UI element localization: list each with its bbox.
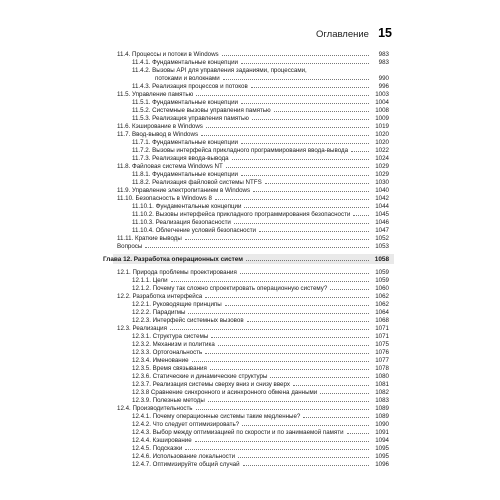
dot-leader (353, 214, 369, 216)
dot-leader (320, 392, 369, 394)
dot-leader (303, 416, 369, 418)
toc-entry-title: 12.3.8 Сравнение синхронного и асинхронного обмена данными (132, 389, 318, 396)
toc-entry-title: 12.3.3. Ортогональность (132, 349, 203, 356)
toc-entry-title: 11.10.1. Фундаментальные концепции (132, 203, 242, 210)
running-header (316, 26, 392, 40)
toc-entry[interactable] (103, 452, 389, 460)
toc-entry-title: 12.3.5. Время связывания (132, 365, 207, 372)
toc-entry[interactable] (103, 316, 389, 324)
toc-entry-title: 12.3.6. Статические и динамические структуры (132, 373, 268, 380)
dot-leader (310, 71, 369, 72)
toc-entry-page: 1060 (375, 285, 389, 292)
toc-entry-page: 983 (378, 59, 389, 66)
toc-entry[interactable] (103, 396, 389, 404)
toc-entry-page: 1091 (375, 429, 389, 436)
dot-leader (234, 222, 369, 224)
dot-leader (188, 312, 369, 314)
toc-entry-page: 1095 (375, 445, 389, 452)
dot-leader (242, 424, 369, 426)
toc-entry-page: 1059 (375, 277, 389, 284)
toc-entry-page: 1095 (375, 453, 389, 460)
toc-entry-title: Вопросы (117, 243, 143, 250)
toc-entry-title: 11.5. Управление памятью (117, 91, 194, 98)
toc-entry-title: 12.3.9. Полезные методы (132, 397, 205, 404)
toc-entry-title: 11.8.1. Фундаментальные концепции (132, 171, 238, 178)
dot-leader (170, 328, 369, 330)
dot-leader (196, 94, 369, 96)
dot-leader (241, 102, 369, 104)
toc-entry[interactable] (103, 284, 389, 292)
toc-entry-page: 1058 (374, 256, 389, 263)
toc-entry-page: 1009 (375, 115, 389, 122)
toc-entry-title: 11.7.1. Фундаментальные концепции (132, 139, 238, 146)
toc-entry-page: 1062 (375, 293, 389, 300)
header-title: Оглавление (316, 29, 369, 40)
dot-leader (171, 280, 369, 282)
dot-leader (215, 198, 369, 200)
toc-entry[interactable] (103, 74, 389, 82)
dot-leader (293, 384, 369, 386)
toc-entry-title: 12.1.2. Почему так сложно спроектировать операционную систему? (132, 285, 328, 292)
toc-entry-title: 11.7.3. Реализация ввода-вывода (132, 155, 229, 162)
toc-entry-page: 1020 (375, 139, 389, 146)
toc-entry-page: 996 (378, 83, 389, 90)
toc-entry[interactable] (103, 138, 389, 146)
toc-entry-title: 12.2.3. Интерфейс системных вызовов (132, 317, 244, 324)
toc-entry-page: 1022 (375, 147, 389, 154)
toc-entry-page: 1075 (375, 341, 389, 348)
toc-entry-page: 990 (378, 75, 389, 82)
toc-entry[interactable] (103, 178, 389, 186)
dot-leader (270, 376, 369, 378)
dot-leader (253, 190, 369, 192)
dot-leader (241, 62, 369, 64)
dot-leader (205, 296, 369, 298)
toc-entry-page: 1081 (375, 381, 389, 388)
dot-leader (218, 344, 369, 346)
toc-entry-title: 12.1.1. Цели (132, 277, 168, 284)
toc-entry-page: 1071 (375, 325, 389, 332)
toc-entry[interactable] (103, 404, 389, 412)
toc-entry-page: 1044 (375, 203, 389, 210)
toc-entry-title: 11.5.2. Системные вызовы управления памятью (132, 107, 271, 114)
toc-entry-title: 11.6. Кэширование в Windows (117, 123, 203, 130)
toc-entry[interactable] (103, 444, 389, 452)
toc-entry-page: 1071 (375, 333, 389, 340)
toc-entry-title: 11.4.3. Реализация процессов и потоков (132, 83, 248, 90)
toc-entry-page: 1019 (375, 123, 389, 130)
toc-entry-page: 1089 (375, 405, 389, 412)
toc-entry[interactable] (103, 98, 389, 106)
toc-entry-page: 1059 (375, 269, 389, 276)
dot-leader (195, 440, 369, 442)
dot-leader (205, 352, 369, 354)
toc-entry-title: 11.7.2. Вызовы интерфейса прикладного программирования ввода-вывода (132, 147, 349, 154)
toc-entry-title: Глава 12. Разработка операционных систем (103, 256, 243, 263)
toc-entry[interactable] (103, 412, 389, 420)
dot-leader (351, 150, 369, 152)
toc-entry-title: 12.3.7. Реализация системы сверху вниз и снизу вверх (132, 381, 290, 388)
toc-entry-page: 1003 (375, 91, 389, 98)
toc-entry[interactable] (103, 90, 389, 98)
dot-leader (244, 206, 369, 208)
toc-entry-page: 1076 (375, 349, 389, 356)
toc-entry-page: 983 (378, 51, 389, 58)
toc-entry[interactable] (103, 146, 389, 154)
toc-entry-page: 1042 (375, 195, 389, 202)
toc-entry-page: 1047 (375, 227, 389, 234)
table-of-contents (103, 50, 389, 468)
toc-entry-page: 1062 (375, 301, 389, 308)
dot-leader (145, 246, 369, 248)
dot-leader (265, 182, 369, 184)
toc-entry[interactable] (103, 226, 389, 234)
dot-leader (201, 134, 369, 136)
dot-leader (211, 336, 369, 338)
toc-entry[interactable] (103, 308, 389, 316)
toc-entry-title: 12.4.7. Оптимизируйте общий случай (132, 461, 240, 468)
toc-entry-title: 12.3. Реализация (117, 325, 167, 332)
toc-entry[interactable] (103, 300, 389, 308)
toc-entry-page: 1089 (375, 413, 389, 420)
toc-entry-page: 1004 (375, 99, 389, 106)
toc-entry-title: 11.4.1. Фундаментальные концепции (132, 59, 238, 66)
toc-entry-title: 12.4. Производительность (117, 405, 193, 412)
toc-entry-page: 1064 (375, 309, 389, 316)
toc-entry-page: 1082 (375, 389, 389, 396)
toc-entry-page: 1024 (375, 155, 389, 162)
toc-entry-title: 11.7. Ввод-вывод в Windows (117, 131, 199, 138)
toc-entry[interactable] (103, 194, 389, 202)
toc-entry[interactable] (103, 210, 389, 218)
toc-entry-title: 11.10.3. Реализация безопасности (132, 219, 231, 226)
toc-entry[interactable] (103, 356, 389, 364)
toc-entry-page: 1077 (375, 357, 389, 364)
toc-entry-title: 11.8. Файловая система Windows NT (117, 163, 223, 170)
dot-leader (274, 110, 369, 112)
toc-entry-title: 11.5.3. Реализация управления памятью (132, 115, 249, 122)
toc-chapter-entry[interactable] (103, 255, 389, 263)
toc-entry-page: 1068 (375, 317, 389, 324)
dot-leader (246, 259, 369, 261)
toc-entry[interactable] (103, 292, 389, 300)
dot-leader (210, 368, 369, 370)
toc-entry[interactable] (103, 154, 389, 162)
toc-entry-page: 1029 (375, 171, 389, 178)
toc-entry-title: 11.10. Безопасность в Windows 8 (117, 195, 212, 202)
toc-entry[interactable] (103, 106, 389, 114)
toc-entry[interactable] (103, 276, 389, 284)
toc-entry-title: 12.4.3. Выбор между оптимизацией по скорости и по занимаемой памяти (132, 429, 344, 436)
toc-entry-title: 12.3.2. Механизм и политика (132, 341, 215, 348)
toc-entry[interactable] (103, 130, 389, 138)
toc-entry-title: 11.5.1. Фундаментальные концепции (132, 99, 238, 106)
dot-leader (208, 400, 369, 402)
toc-entry-title: 11.4.2. Вызовы API для управления заданиями, процессами, (132, 67, 307, 74)
toc-entry[interactable] (103, 234, 389, 242)
toc-entry[interactable] (103, 242, 389, 250)
dot-leader (330, 288, 369, 290)
toc-entry-title: 11.10.2. Вызовы интерфейса прикладного программирования безопасности (132, 211, 351, 218)
toc-entry-title: 12.3.1. Структура системы (132, 333, 209, 340)
toc-entry[interactable] (103, 82, 389, 90)
toc-entry[interactable] (103, 332, 389, 340)
toc-entry-page: 1029 (375, 163, 389, 170)
toc-entry-title: 11.8.2. Реализация файловой системы NTFS (132, 179, 262, 186)
dot-leader (192, 360, 369, 362)
toc-entry-page: 1080 (375, 373, 389, 380)
toc-entry-page: 1030 (375, 179, 389, 186)
toc-entry-page: 1053 (375, 243, 389, 250)
dot-leader (232, 158, 369, 160)
dot-leader (241, 174, 369, 176)
toc-entry[interactable] (103, 114, 389, 122)
toc-entry[interactable] (103, 460, 389, 468)
dot-leader (240, 272, 369, 274)
dot-leader (241, 142, 369, 144)
toc-entry[interactable] (103, 170, 389, 178)
toc-entry-title: 11.4. Процессы и потоки в Windows (117, 51, 219, 58)
toc-entry-page: 1052 (375, 235, 389, 242)
dot-leader (226, 166, 369, 168)
toc-entry-title: 12.3.4. Именование (132, 357, 189, 364)
toc-entry-page: 1090 (375, 421, 389, 428)
toc-entry[interactable] (103, 122, 389, 130)
dot-leader (206, 126, 369, 128)
toc-entry[interactable] (103, 58, 389, 66)
toc-entry-page: 1020 (375, 131, 389, 138)
dot-leader (259, 230, 369, 232)
toc-entry-page: 1096 (375, 461, 389, 468)
toc-entry[interactable] (103, 202, 389, 210)
toc-entry-page: 1008 (375, 107, 389, 114)
toc-entry-page: 1083 (375, 397, 389, 404)
dot-leader (225, 304, 369, 306)
toc-entry[interactable] (103, 348, 389, 356)
toc-entry[interactable] (103, 340, 389, 348)
toc-entry[interactable] (103, 428, 389, 436)
toc-entry[interactable] (103, 436, 389, 444)
toc-entry[interactable] (103, 50, 389, 58)
toc-entry-title: 12.2. Разработка интерфейса (117, 293, 203, 300)
toc-entry[interactable] (103, 380, 389, 388)
toc-entry[interactable] (103, 268, 389, 276)
toc-entry[interactable] (103, 186, 389, 194)
toc-entry-title: потоками и волокнами (155, 75, 220, 82)
toc-entry[interactable] (103, 388, 389, 396)
dot-leader (196, 408, 369, 410)
toc-entry-page: 1045 (375, 211, 389, 218)
toc-entry-page: 1078 (375, 365, 389, 372)
toc-entry-title: 11.9. Управление электропитанием в Windows (117, 187, 251, 194)
dot-leader (247, 320, 369, 322)
dot-leader (185, 238, 369, 240)
dot-leader (238, 456, 369, 458)
toc-entry[interactable] (103, 324, 389, 332)
dot-leader (222, 54, 369, 56)
toc-entry[interactable] (103, 66, 389, 74)
toc-entry[interactable] (103, 162, 389, 170)
toc-entry-title: 12.4.2. Что следует оптимизировать? (132, 421, 240, 428)
toc-entry-title: 12.2.2. Парадигмы (132, 309, 186, 316)
dot-leader (347, 432, 369, 434)
header-page-number: 15 (378, 26, 392, 40)
toc-entry[interactable] (103, 420, 389, 428)
toc-entry-title: 12.4.1. Почему операционные системы такие медленные? (132, 413, 301, 420)
toc-entry-page: 1046 (375, 219, 389, 226)
dot-leader (223, 78, 369, 80)
toc-entry[interactable] (103, 364, 389, 372)
dot-leader (251, 86, 369, 88)
toc-entry-page: 1094 (375, 437, 389, 444)
toc-entry-title: 12.1. Природа проблемы проектирования (117, 269, 237, 276)
dot-leader (252, 118, 369, 120)
toc-entry-title: 12.4.4. Кэширование (132, 437, 192, 444)
toc-entry-title: 12.2.1. Руководящие принципы (132, 301, 222, 308)
toc-entry-title: 11.10.4. Облегчение условий безопасности (132, 227, 256, 234)
toc-entry-title: 12.4.6. Использование локальности (132, 453, 236, 460)
dot-leader (185, 448, 369, 450)
toc-entry-title: 12.4.5. Подсказки (132, 445, 183, 452)
toc-entry-title: 11.11. Краткие выводы (117, 235, 182, 242)
dot-leader (243, 464, 369, 466)
toc-entry-page: 1040 (375, 187, 389, 194)
toc-entry[interactable] (103, 218, 389, 226)
toc-entry[interactable] (103, 372, 389, 380)
